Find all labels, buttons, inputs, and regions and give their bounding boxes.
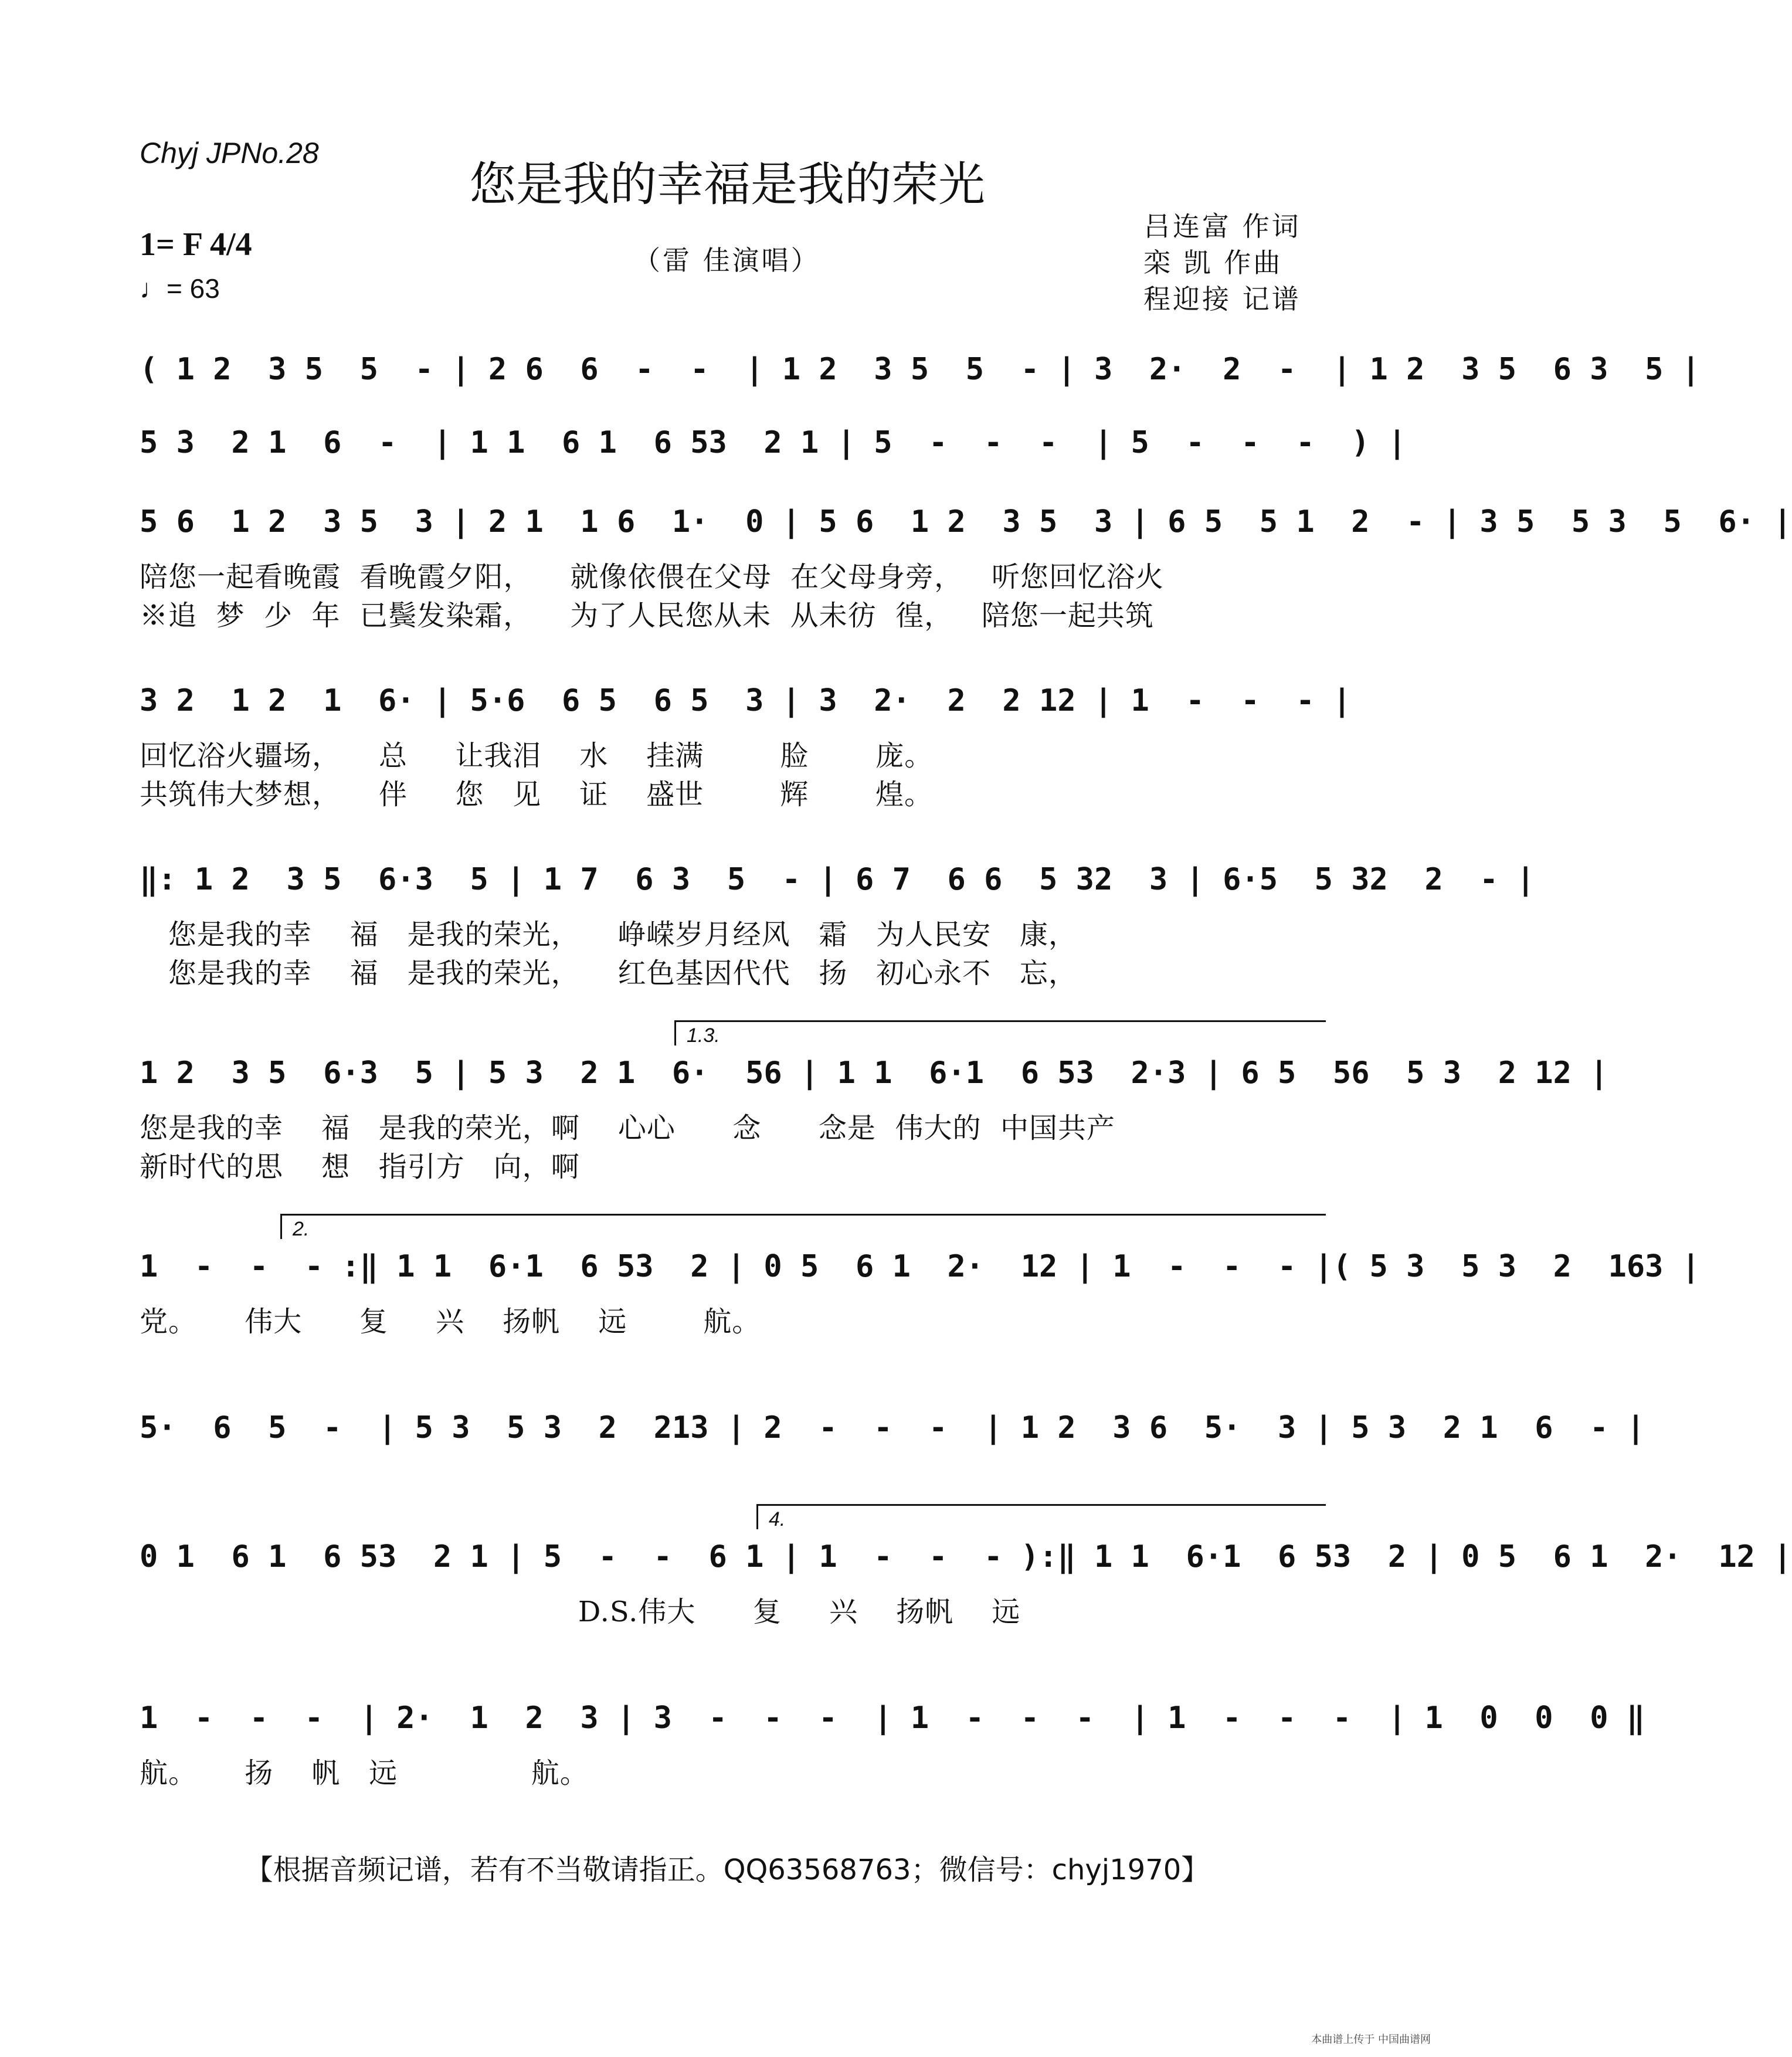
key-signature: 1= F 4/4 (140, 226, 252, 263)
volta-label: 1.3. (687, 1024, 720, 1047)
lyric-line: 陪您一起看晚霞 看晚霞夕阳， 就像依偎在父母 在父母身旁， 听您回忆浴火 (140, 561, 1164, 593)
lyric-line: 您是我的幸 福 是我的荣光， 红色基因代代 扬 初心永不 忘， (140, 957, 1077, 990)
notation-line: 1 2 3 5 6·3 5 | 5 3 2 1 6· 56 | 1 1 6·1 6 53 2·3 | 6 5 56 5 3 2 12 | (140, 1055, 1608, 1091)
volta-bracket (280, 1214, 1326, 1239)
singer-credit: （雷 佳演唱） (633, 245, 820, 276)
notation-line: 1 - - - :‖ 1 1 6·1 6 53 2 | 0 5 6 1 2· 12 | 1 - - - |( 5 3 5 3 2 163 | (140, 1249, 1701, 1284)
footer-note: 【根据音频记谱，若有不当敬请指正。QQ63568763；微信号：chyj1970】 (245, 1854, 1210, 1886)
lyric-line: D.S.伟大 复 兴 扬帆 远 (140, 1596, 1021, 1628)
volta-label: 4. (769, 1508, 786, 1530)
notation-line: 1 - - - | 2· 1 2 3 | 3 - - - | 1 - - - | 1 - - - | 1 0 0 0 ‖ (140, 1700, 1645, 1736)
tempo-marking: ♩= 63 (140, 273, 220, 304)
notation-line: 0 1 6 1 6 53 2 1 | 5 - - 6 1 | 1 - - - ):‖ 1 1 6·1 6 53 2 | 0 5 6 1 2· 12 | (140, 1539, 1792, 1574)
song-title: 您是我的幸福是我的荣光 (469, 157, 985, 212)
notation-line: 5 6 1 2 3 5 3 | 2 1 1 6 1· 0 | 5 6 1 2 3 5 3 | 6 5 5 1 2 - | 3 5 5 3 5 6· | (140, 504, 1792, 539)
composer-credit: 栾 凯 作曲 (1143, 247, 1283, 279)
volta-bracket (756, 1504, 1326, 1529)
watermark-logo: 本曲谱上传于 中国曲谱网 (1311, 2034, 1431, 2046)
lyric-line: 回忆浴火疆场， 总 让我泪 水 挂满 脸 庞。 (140, 739, 934, 772)
notation-line: ‖: 1 2 3 5 6·3 5 | 1 7 6 3 5 - | 6 7 6 6 5 32 3 | 6·5 5 32 2 - | (140, 862, 1535, 897)
lyric-line: 新时代的思 想 指引方 向，啊 (140, 1150, 580, 1183)
volta-bracket (674, 1020, 1326, 1046)
lyric-line: ※追 梦 少 年 已鬓发染霜， 为了人民您从未 从未彷 徨， 陪您一起共筑 (140, 599, 1154, 632)
notation-line: 5· 6 5 - | 5 3 5 3 2 213 | 2 - - - | 1 2 3 6 5· 3 | 5 3 2 1 6 - | (140, 1410, 1645, 1445)
lyric-line: 共筑伟大梦想， 伴 您 见 证 盛世 辉 煌。 (140, 778, 934, 811)
lyricist-credit: 吕连富 作词 (1143, 211, 1301, 242)
score-code: Chyj JPNo.28 (140, 137, 319, 169)
notation-line: 3 2 1 2 1 6· | 5·6 6 5 6 5 3 | 3 2· 2 2 12 | 1 - - - | (140, 683, 1352, 718)
notation-line: ( 1 2 3 5 5 - | 2 6 6 - - | 1 2 3 5 5 - | 3 2· 2 - | 1 2 3 5 6 3 5 | (140, 352, 1701, 387)
lyric-line: 航。 扬 帆 远 航。 (140, 1757, 589, 1790)
notation-line: 5 3 2 1 6 - | 1 1 6 1 6 53 2 1 | 5 - - - | 5 - - - ) | (140, 425, 1407, 460)
transcriber-credit: 程迎接 记谱 (1143, 283, 1301, 315)
lyric-line: 您是我的幸 福 是我的荣光，啊 心心 念 念是 伟大的 中国共产 (140, 1112, 1115, 1145)
volta-label: 2. (293, 1218, 310, 1240)
lyric-line: 党。 伟大 复 兴 扬帆 远 航。 (140, 1305, 761, 1338)
lyric-line: 您是我的幸 福 是我的荣光， 峥嵘岁月经风 霜 为人民安 康， (140, 918, 1077, 951)
